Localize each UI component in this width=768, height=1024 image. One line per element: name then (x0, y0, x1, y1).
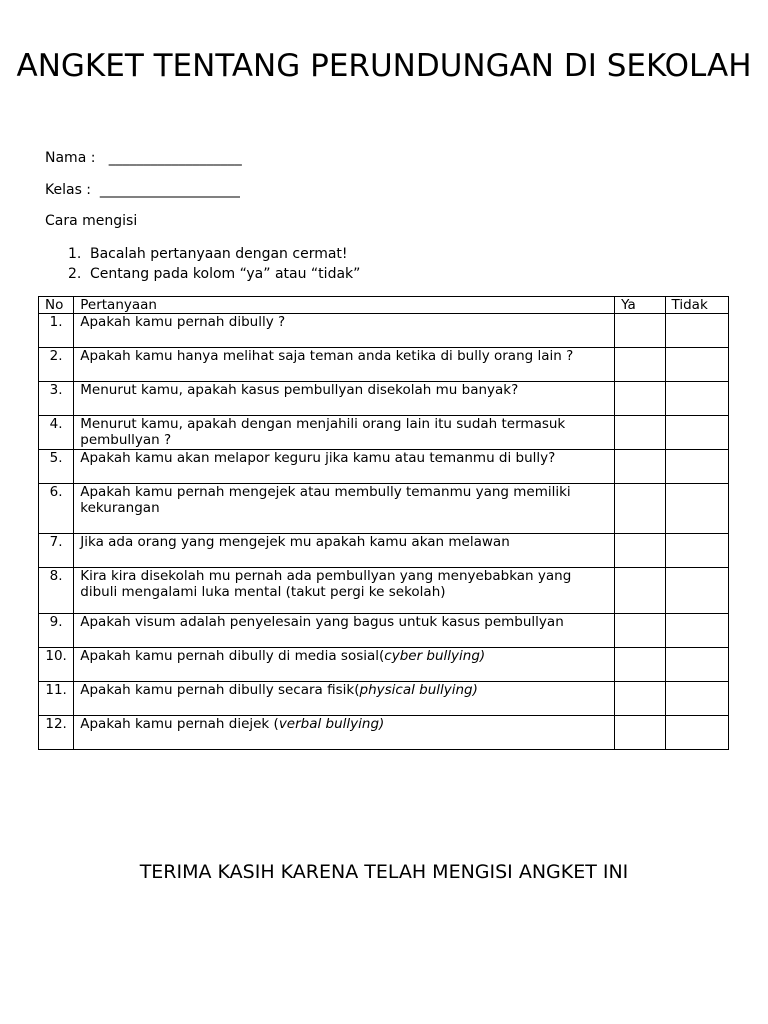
ya-checkbox-cell[interactable] (615, 484, 665, 534)
ya-checkbox-cell[interactable] (615, 450, 665, 484)
question-text: Apakah kamu hanya melihat saja teman anda ketika di bully orang lain ? (80, 348, 574, 364)
tidak-checkbox-cell[interactable] (665, 568, 728, 614)
question-text: Jika ada orang yang mengejek mu apakah kamu akan melawan (80, 534, 510, 550)
header-ya: Ya (615, 297, 665, 314)
tidak-checkbox-cell[interactable] (665, 484, 728, 534)
ya-checkbox-cell[interactable] (615, 314, 665, 348)
row-number: 8. (39, 568, 74, 614)
question-cell (74, 484, 615, 534)
instruction-item (68, 264, 360, 284)
question-term: physical bullying) (359, 682, 478, 698)
ya-checkbox-cell[interactable] (615, 682, 665, 716)
question-cell (74, 348, 615, 382)
instruction-item (68, 244, 360, 264)
question-cell (74, 534, 615, 568)
tidak-checkbox-cell[interactable] (665, 534, 728, 568)
header-question: Pertanyaan (74, 297, 615, 314)
tidak-checkbox-cell[interactable] (665, 348, 728, 382)
row-number: 10. (39, 648, 74, 682)
instruction-number: 1. (68, 246, 82, 262)
question-cell (74, 382, 615, 416)
row-number: 5. (39, 450, 74, 484)
tidak-checkbox-cell[interactable] (665, 382, 728, 416)
tidak-checkbox-cell[interactable] (665, 716, 728, 750)
question-text: Apakah kamu pernah dibully ? (80, 314, 286, 330)
tidak-checkbox-cell[interactable] (665, 648, 728, 682)
instructions-list (68, 244, 360, 284)
question-cell (74, 682, 615, 716)
table-row (39, 716, 729, 750)
header-tidak: Tidak (665, 297, 728, 314)
tidak-checkbox-cell[interactable] (665, 416, 728, 450)
header-no: No (39, 297, 74, 314)
question-cell (74, 314, 615, 348)
question-term: cyber bullying) (384, 648, 486, 664)
ya-checkbox-cell[interactable] (615, 648, 665, 682)
tidak-checkbox-cell[interactable] (665, 314, 728, 348)
ya-checkbox-cell[interactable] (615, 382, 665, 416)
row-number: 6. (39, 484, 74, 534)
table-row (39, 682, 729, 716)
row-number: 9. (39, 614, 74, 648)
question-cell (74, 450, 615, 484)
cara-mengisi-label: Cara mengisi (45, 213, 138, 229)
table-row (39, 484, 729, 534)
closing-message: TERIMA KASIH KARENA TELAH MENGISI ANGKET INI (139, 861, 629, 883)
question-text: Menurut kamu, apakah kasus pembullyan disekolah mu banyak? (80, 382, 519, 398)
tidak-checkbox-cell[interactable] (665, 450, 728, 484)
row-number: 12. (39, 716, 74, 750)
ya-checkbox-cell[interactable] (615, 416, 665, 450)
nama-field: Nama : ___________________ (45, 150, 242, 166)
question-cell (74, 568, 615, 614)
row-number: 4. (39, 416, 74, 450)
questionnaire-table (38, 296, 729, 750)
question-text: Apakah visum adalah penyelesain yang bagus untuk kasus pembullyan (80, 614, 564, 630)
row-number: 7. (39, 534, 74, 568)
table-row (39, 534, 729, 568)
question-text: Apakah kamu pernah dibully di media sosial( (80, 648, 385, 664)
question-text: Kira kira disekolah mu pernah ada pembullyan yang menyebabkan yang dibuli mengalami luka mental (takut pergi ke sekolah) (80, 568, 572, 600)
question-cell (74, 416, 615, 450)
row-number: 11. (39, 682, 74, 716)
ya-checkbox-cell[interactable] (615, 614, 665, 648)
question-text: Menurut kamu, apakah dengan menjahili orang lain itu sudah termasuk pembullyan ? (80, 416, 566, 448)
row-number: 2. (39, 348, 74, 382)
question-cell (74, 648, 615, 682)
question-cell (74, 716, 615, 750)
row-number: 1. (39, 314, 74, 348)
ya-checkbox-cell[interactable] (615, 568, 665, 614)
table-row (39, 614, 729, 648)
table-row (39, 568, 729, 614)
question-text: Apakah kamu pernah mengejek atau membully temanmu yang memiliki kekurangan (80, 484, 571, 516)
question-text: Apakah kamu pernah diejek ( (80, 716, 279, 732)
table-row (39, 450, 729, 484)
table-header-row (39, 297, 729, 314)
ya-checkbox-cell[interactable] (615, 348, 665, 382)
table-row (39, 314, 729, 348)
tidak-checkbox-cell[interactable] (665, 682, 728, 716)
instruction-text: Bacalah pertanyaan dengan cermat! (90, 246, 348, 262)
question-cell (74, 614, 615, 648)
ya-checkbox-cell[interactable] (615, 534, 665, 568)
row-number: 3. (39, 382, 74, 416)
question-text: Apakah kamu pernah dibully secara fisik( (80, 682, 360, 698)
table-row (39, 648, 729, 682)
table-row (39, 348, 729, 382)
page-title: ANGKET TENTANG PERUNDUNGAN DI SEKOLAH (16, 48, 752, 84)
table-row (39, 416, 729, 450)
table-row (39, 382, 729, 416)
instruction-number: 2. (68, 266, 82, 282)
ya-checkbox-cell[interactable] (615, 716, 665, 750)
instruction-text: Centang pada kolom “ya” atau “tidak” (90, 266, 361, 282)
question-term: verbal bullying) (278, 716, 385, 732)
question-text: Apakah kamu akan melapor keguru jika kamu atau temanmu di bully? (80, 450, 556, 466)
tidak-checkbox-cell[interactable] (665, 614, 728, 648)
kelas-field: Kelas : ____________________ (45, 182, 240, 198)
